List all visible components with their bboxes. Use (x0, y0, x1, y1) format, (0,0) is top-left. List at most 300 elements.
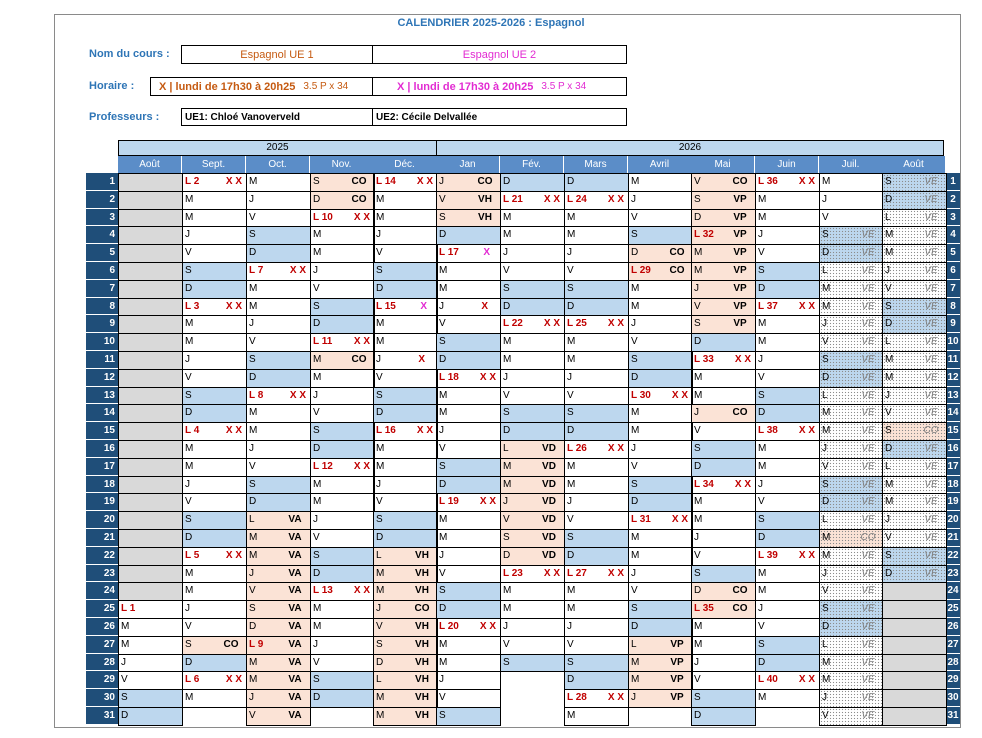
weekday-letter: M (503, 460, 512, 472)
weekday-letter: S (503, 282, 510, 294)
day-cell (564, 565, 629, 584)
day-cell (310, 173, 375, 192)
weekday-letter: V (313, 532, 320, 543)
day-cell (819, 280, 884, 299)
day-cell (564, 226, 629, 245)
period-code: VA (288, 674, 302, 686)
weekday-letter: S (758, 389, 765, 401)
day-cell (436, 387, 501, 406)
day-cell (564, 600, 629, 619)
weekday-letter: S (185, 265, 192, 276)
day-cell (500, 209, 565, 228)
weekday-letter: J (439, 176, 444, 187)
day-cell (500, 404, 565, 423)
day-cell (310, 654, 375, 673)
day-number: 15 (86, 422, 118, 440)
period-code: CO (414, 603, 430, 615)
course-mark: X (481, 300, 488, 312)
weekday-letter: M (885, 371, 894, 383)
day-cell (373, 298, 438, 317)
day-cell (436, 173, 501, 192)
day-cell (310, 689, 375, 708)
day-cell (819, 422, 884, 441)
day-cell (882, 173, 947, 192)
day-number: 15 (946, 422, 960, 440)
weekday-letter: V (885, 407, 892, 419)
day-cell (310, 636, 375, 655)
month-header: Mars (564, 156, 628, 173)
weekday-letter: S (567, 656, 574, 668)
period-code: VH (478, 193, 492, 205)
empty-cell (882, 654, 947, 673)
lesson-number: L 15 (376, 300, 396, 312)
weekday-letter: D (439, 354, 447, 365)
weekday-letter: V (503, 265, 510, 276)
lesson-number: L 21 (503, 193, 523, 205)
page-title: CALENDRIER 2025-2026 : Espagnol (397, 17, 585, 29)
day-cell (182, 404, 247, 423)
period-code: CO (351, 193, 367, 205)
weekday-letter: M (249, 425, 258, 437)
weekday-letter: M (249, 282, 258, 294)
weekday-letter: V (885, 532, 892, 543)
summer-code: VE (924, 211, 938, 223)
day-cell (755, 547, 820, 566)
teacher-ue2-field (372, 108, 627, 126)
day-cell (373, 565, 438, 584)
day-cell (246, 458, 311, 477)
empty-cell (118, 458, 183, 477)
day-cell (436, 547, 501, 566)
weekday-letter: J (758, 354, 763, 365)
day-cell (755, 280, 820, 299)
day-cell (564, 654, 629, 673)
day-number: 30 (946, 689, 960, 707)
weekday-letter: M (694, 389, 703, 401)
day-cell (373, 458, 438, 477)
weekday-letter: L (822, 389, 828, 401)
weekday-letter: J (822, 567, 827, 579)
weekday-letter: M (885, 247, 894, 259)
weekday-letter: J (567, 496, 572, 508)
day-cell (628, 315, 693, 334)
course-mark: X X (225, 674, 242, 686)
weekday-letter: M (567, 211, 576, 223)
weekday-letter: V (503, 389, 510, 401)
day-cell (246, 226, 311, 245)
period-code: CO (732, 407, 748, 419)
day-cell (118, 654, 183, 673)
weekday-letter: V (822, 585, 829, 597)
summer-code: VE (924, 354, 938, 365)
day-cell (882, 315, 947, 334)
period-code: VA (288, 585, 302, 597)
schedule-ue2-field (372, 77, 627, 96)
day-cell (373, 547, 438, 566)
day-cell (436, 582, 501, 601)
day-cell (628, 404, 693, 423)
day-cell (500, 226, 565, 245)
day-number: 11 (946, 351, 960, 369)
day-cell (500, 315, 565, 334)
day-cell (436, 707, 501, 726)
empty-cell (118, 547, 183, 566)
day-cell (564, 493, 629, 512)
period-code: VP (670, 656, 684, 668)
weekday-letter: V (694, 674, 701, 686)
lesson-number: L 32 (694, 229, 714, 241)
weekday-letter: D (439, 229, 447, 241)
weekday-letter: J (439, 549, 444, 561)
weekday-letter: L (503, 443, 509, 454)
weekday-letter: J (503, 621, 508, 632)
period-code: VD (542, 443, 556, 454)
day-cell (564, 476, 629, 495)
weekday-letter: M (758, 443, 767, 454)
day-cell (246, 654, 311, 673)
month-header: Oct. (246, 156, 310, 173)
weekday-letter: V (758, 496, 765, 508)
weekday-letter: J (313, 638, 318, 650)
day-cell (691, 529, 756, 548)
course-mark: X X (416, 176, 433, 187)
day-number: 8 (946, 298, 960, 316)
weekday-letter: D (885, 567, 893, 579)
day-cell (246, 547, 311, 566)
day-cell (182, 636, 247, 655)
day-cell (691, 618, 756, 637)
day-cell (691, 582, 756, 601)
weekday-letter: D (313, 318, 321, 330)
weekday-letter: S (503, 407, 510, 419)
weekday-letter: V (439, 443, 446, 454)
weekday-letter: S (885, 300, 892, 312)
day-cell (691, 298, 756, 317)
day-cell (436, 440, 501, 459)
day-number: 27 (946, 636, 960, 654)
day-cell (628, 440, 693, 459)
course-mark: X X (607, 443, 624, 454)
day-cell (755, 315, 820, 334)
day-cell (182, 493, 247, 512)
day-cell (373, 582, 438, 601)
weekday-letter: L (822, 265, 828, 276)
weekday-letter: M (376, 336, 385, 348)
course-mark: X X (543, 318, 560, 330)
weekday-letter: M (758, 193, 767, 205)
weekday-letter: M (694, 621, 703, 632)
day-cell (500, 351, 565, 370)
period-code: CO (223, 638, 239, 650)
teacher-label: Professeurs : (89, 111, 160, 123)
day-cell (564, 387, 629, 406)
weekday-letter: S (249, 478, 256, 490)
lesson-number: L 18 (439, 371, 459, 383)
weekday-letter: V (822, 336, 829, 348)
period-code: VD (542, 496, 556, 508)
period-code: CO (477, 176, 493, 187)
summer-code: VE (924, 478, 938, 490)
day-cell (819, 529, 884, 548)
day-cell (755, 351, 820, 370)
day-cell (882, 369, 947, 388)
weekday-letter: M (631, 656, 640, 668)
course-mark: X X (671, 514, 688, 526)
day-cell (310, 369, 375, 388)
weekday-letter: V (567, 389, 574, 401)
weekday-letter: J (503, 496, 508, 508)
weekday-letter: M (822, 674, 831, 686)
summer-code: VE (861, 229, 875, 241)
weekday-letter: M (185, 585, 194, 597)
weekday-letter: M (631, 407, 640, 419)
day-cell (628, 476, 693, 495)
day-cell (182, 565, 247, 584)
day-cell (755, 298, 820, 317)
empty-cell (118, 209, 183, 228)
weekday-letter: M (567, 336, 576, 348)
weekday-letter: J (439, 300, 444, 312)
weekday-letter: J (694, 656, 699, 668)
day-cell (310, 387, 375, 406)
day-cell (882, 458, 947, 477)
day-cell (882, 280, 947, 299)
period-code: VP (670, 674, 684, 686)
weekday-letter: V (503, 514, 510, 526)
weekday-letter: D (822, 496, 830, 508)
weekday-letter: M (376, 585, 385, 597)
weekday-letter: J (631, 318, 636, 330)
day-cell (182, 529, 247, 548)
day-cell (373, 173, 438, 192)
day-cell (882, 333, 947, 352)
day-cell (310, 671, 375, 690)
weekday-letter: M (439, 265, 448, 276)
day-number: 6 (86, 262, 118, 280)
weekday-letter: M (249, 674, 258, 686)
day-number: 29 (946, 671, 960, 689)
day-cell (310, 404, 375, 423)
course-mark: X X (416, 425, 433, 437)
day-number: 6 (946, 262, 960, 280)
summer-code: VE (861, 478, 875, 490)
day-cell (246, 173, 311, 192)
weekday-letter: J (376, 603, 381, 615)
lesson-number: L 25 (567, 318, 587, 330)
day-cell (246, 582, 311, 601)
day-cell (373, 280, 438, 299)
weekday-letter: D (694, 211, 702, 223)
weekday-letter: D (631, 371, 639, 383)
teacher-ue2: UE2: Cécile Delvallée (376, 111, 478, 123)
weekday-letter: M (758, 460, 767, 472)
day-cell (755, 422, 820, 441)
weekday-letter: V (249, 211, 256, 223)
day-cell (182, 226, 247, 245)
month-header: Jan (436, 156, 500, 173)
weekday-letter: V (758, 621, 765, 632)
day-cell (691, 689, 756, 708)
day-cell (182, 262, 247, 281)
empty-cell (118, 351, 183, 370)
lesson-number: L 12 (313, 460, 333, 472)
empty-cell (118, 582, 183, 601)
day-cell (182, 671, 247, 690)
day-cell (755, 476, 820, 495)
day-number: 12 (86, 369, 118, 387)
lesson-number: L 23 (503, 567, 523, 579)
day-cell (755, 173, 820, 192)
day-cell (628, 173, 693, 192)
weekday-letter: V (567, 514, 574, 526)
weekday-letter: J (249, 692, 254, 704)
weekday-letter: M (694, 514, 703, 526)
day-cell (564, 582, 629, 601)
weekday-letter: J (694, 282, 699, 294)
day-cell (500, 298, 565, 317)
weekday-letter: S (439, 336, 446, 348)
day-cell (819, 600, 884, 619)
day-number: 23 (946, 565, 960, 583)
weekday-letter: S (694, 692, 701, 704)
weekday-letter: J (185, 603, 190, 615)
course-mark: X X (353, 585, 370, 597)
weekday-letter: M (376, 710, 385, 721)
day-cell (436, 565, 501, 584)
weekday-letter: D (631, 621, 639, 632)
empty-cell (882, 600, 947, 619)
weekday-letter: D (503, 300, 511, 312)
day-cell (436, 511, 501, 530)
day-cell (436, 689, 501, 708)
day-cell (118, 600, 183, 619)
empty-cell (118, 511, 183, 530)
weekday-letter: D (313, 443, 321, 454)
day-number: 21 (946, 529, 960, 547)
day-cell (373, 351, 438, 370)
day-number: 13 (946, 387, 960, 405)
day-number: 1 (86, 173, 118, 191)
lesson-number: L 24 (567, 193, 587, 205)
day-cell (436, 369, 501, 388)
day-cell (500, 582, 565, 601)
summer-code: VE (861, 710, 875, 721)
day-cell (373, 404, 438, 423)
weekday-letter: M (503, 354, 512, 365)
weekday-letter: S (822, 354, 829, 365)
year-2025: 2025 (118, 140, 437, 156)
weekday-letter: M (313, 621, 322, 632)
period-code: VA (288, 532, 302, 543)
summer-code: VE (924, 567, 938, 579)
day-number: 16 (946, 440, 960, 458)
period-code: VP (733, 193, 747, 205)
weekday-letter: S (631, 478, 638, 490)
empty-cell (118, 476, 183, 495)
day-cell (628, 422, 693, 441)
day-cell (118, 636, 183, 655)
weekday-letter: M (567, 229, 576, 241)
weekday-letter: M (631, 674, 640, 686)
day-cell (628, 226, 693, 245)
day-cell (564, 173, 629, 192)
day-cell (436, 476, 501, 495)
summer-code: VE (924, 193, 938, 205)
day-cell (755, 191, 820, 210)
summer-code: VE (924, 496, 938, 508)
period-code: VD (542, 478, 556, 490)
day-cell (691, 565, 756, 584)
day-number: 18 (86, 476, 118, 494)
month-header: Août (882, 156, 946, 173)
weekday-letter: S (567, 407, 574, 419)
weekday-letter: V (313, 282, 320, 294)
day-cell (246, 671, 311, 690)
day-cell (882, 298, 947, 317)
course-mark: X X (353, 211, 370, 223)
weekday-letter: D (567, 300, 575, 312)
weekday-letter: S (822, 603, 829, 615)
day-cell (819, 565, 884, 584)
day-cell (310, 262, 375, 281)
course-mark: X X (479, 496, 496, 508)
summer-code: VE (861, 247, 875, 259)
weekday-letter: J (567, 247, 572, 259)
lesson-number: L 1 (121, 603, 136, 615)
weekday-letter: S (822, 229, 829, 241)
weekday-letter: J (376, 478, 381, 490)
day-number: 14 (86, 404, 118, 422)
weekday-letter: V (439, 193, 446, 205)
weekday-letter: V (567, 638, 574, 650)
weekday-letter: D (822, 247, 830, 259)
day-cell (436, 404, 501, 423)
weekday-letter: J (822, 443, 827, 454)
lesson-number: L 16 (376, 425, 396, 437)
day-cell (182, 440, 247, 459)
lesson-number: L 5 (185, 549, 200, 561)
weekday-letter: M (694, 638, 703, 650)
day-number: 22 (946, 547, 960, 565)
day-number: 4 (86, 226, 118, 244)
weekday-letter: S (822, 478, 829, 490)
empty-cell (118, 298, 183, 317)
period-code: VH (415, 656, 429, 668)
course-ue2: Espagnol UE 2 (462, 48, 537, 61)
weekday-letter: S (885, 425, 892, 437)
weekday-letter: M (439, 514, 448, 526)
day-cell (373, 511, 438, 530)
course-mark: X X (543, 193, 560, 205)
weekday-letter: D (758, 656, 766, 668)
weekday-letter: J (313, 389, 318, 401)
day-cell (182, 476, 247, 495)
weekday-letter: S (439, 585, 446, 597)
weekday-letter: D (694, 585, 702, 597)
empty-cell (118, 173, 183, 192)
day-cell (819, 636, 884, 655)
period-code: VP (670, 692, 684, 704)
summer-code: VE (924, 532, 938, 543)
period-code: VP (733, 229, 747, 241)
weekday-letter: J (313, 265, 318, 276)
weekday-letter: M (567, 478, 576, 490)
weekday-letter: J (185, 354, 190, 365)
weekday-letter: D (503, 176, 511, 187)
day-cell (628, 209, 693, 228)
day-cell (819, 351, 884, 370)
weekday-letter: D (249, 621, 257, 632)
